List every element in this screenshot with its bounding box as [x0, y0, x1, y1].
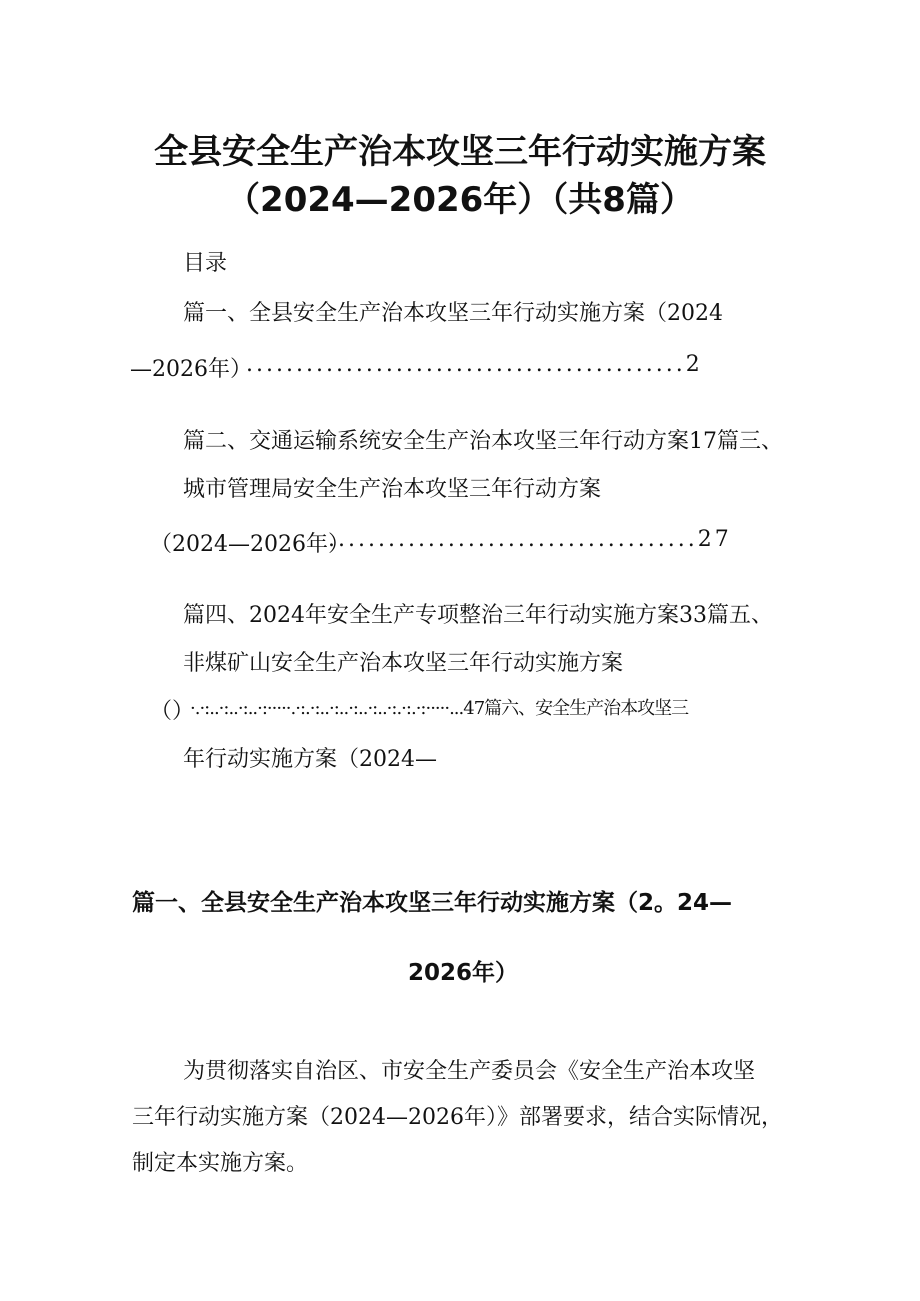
section-1-heading-line-1: 篇一、全县安全生产治本攻坚三年行动实施方案（2。24— [132, 890, 733, 916]
toc-entry-1-line-1[interactable]: 篇一、全县安全生产治本攻坚三年行动实施方案（2024 [183, 301, 723, 326]
toc-entry-5-leader[interactable]: ·.·:..·:..·:..·:·····.·:.·:..·:..·:..·:..·:.·:.·:·····...47篇六、安全生产治本攻坚三 [190, 698, 689, 719]
section-1-paragraph-line-1: 为贯彻落实自治区、市安全生产委员会《安全生产治本攻坚 [183, 1059, 756, 1084]
toc-entry-5-line-1[interactable]: 非煤矿山安全生产治本攻坚三年行动实施方案 [183, 651, 624, 676]
toc-heading: 目录 [183, 251, 228, 276]
section-1-paragraph-line-2: 三年行动实施方案（2024—2026年）》部署要求，结合实际情况， [132, 1105, 783, 1130]
toc-entry-3-line-2[interactable]: （2024—2026年） [150, 532, 350, 557]
toc-entry-3-line-1[interactable]: 城市管理局安全生产治本攻坚三年行动方案 [183, 477, 602, 502]
document-title-line-1: 全县安全生产治本攻坚三年行动实施方案 [154, 132, 766, 172]
toc-entry-6-line-2[interactable]: 年行动实施方案（2024— [183, 747, 437, 772]
document-title-line-2: （2024—2026年）（共8篇） [226, 180, 694, 220]
toc-entry-2[interactable]: 篇二、交通运输系统安全生产治本攻坚三年行动方案17篇三、 [183, 429, 783, 454]
toc-entry-5-line-2[interactable]: （） [150, 699, 195, 724]
section-1-heading-line-2: 2026年） [408, 960, 519, 986]
toc-entry-4[interactable]: 篇四、2024年安全生产专项整治三年行动实施方案33篇五、 [183, 603, 773, 628]
section-1-paragraph-line-3: 制定本实施方案。 [132, 1151, 309, 1176]
toc-entry-3-leader[interactable]: .....................................27 [328, 527, 732, 552]
toc-entry-1-line-2[interactable]: —2026年） [130, 357, 252, 382]
toc-entry-1-leader[interactable]: ............................................2 [246, 352, 703, 377]
